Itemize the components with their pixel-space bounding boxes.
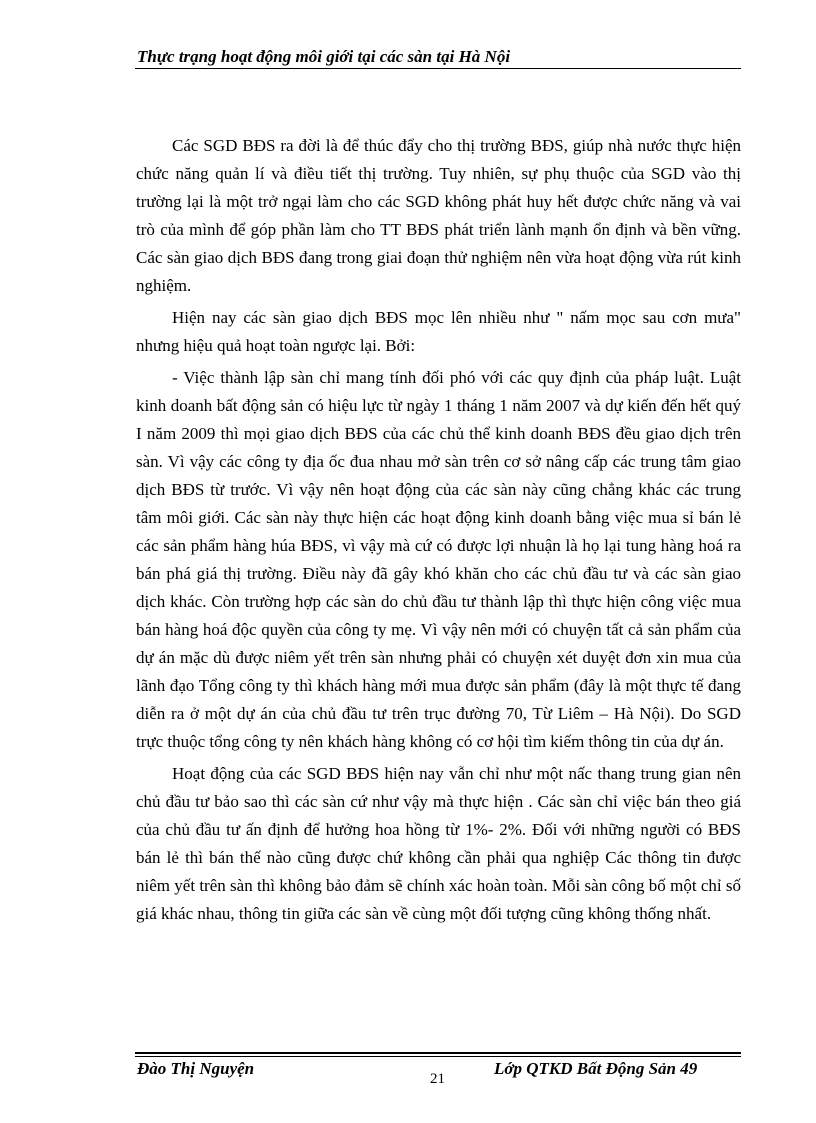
- header-divider: [135, 68, 741, 69]
- body-text: [136, 132, 741, 932]
- footer-divider-thin: [135, 1056, 741, 1057]
- paragraph: Hoạt động của các SGD BĐS hiện nay vẫn chỉ như một nấc thang trung gian nên chủ đầu tư bảo sao thì các sàn cứ như vậy mà thực hiện . Các sàn chỉ việc bán theo giá của chủ đầu tư ấn định để hưởng hoa hồng từ 1%- 2%. Đối với những người có BĐS bán lẻ thì bán thế nào cũng được chứ không cần phải qua nghiệp Các thông tin được niêm yết trên sàn thì không bảo đảm sẽ chính xác hoàn toàn. Mỗi sàn công bố một chỉ số giá khác nhau, thông tin giữa các sàn về cùng một đối tượng cũng không thống nhất.: [136, 764, 741, 923]
- footer-class-name: Lớp QTKD Bất Động Sản 49: [494, 1059, 698, 1078]
- paragraph: - Việc thành lập sàn chỉ mang tính đối phó với các quy định của pháp luật. Luật kinh doanh bất động sản có hiệu lực từ ngày 1 tháng 1 năm 2007 và dự kiến đến hết quý I năm 2009 thì mọi giao dịch BĐS của các chủ thể kinh doanh BĐS đều giao dịch trên sàn. Vì vậy các công ty địa ốc đua nhau mở sàn trên cơ sở nâng cấp các trung tâm giao dịch BĐS từ trước. Vì vậy nên hoạt động của các sàn này cũng chẳng khác các trung tâm môi giới. Các sàn này thực hiện các hoạt động kinh doanh bằng việc mua sỉ bán lẻ các sản phẩm hàng húa BĐS, vì vậy mà cứ có được lợi nhuận là họ lại tung hàng hoá ra bán phá giá thị trường. Điều này đã gây khó khăn cho các chủ đầu tư và các sàn giao dịch khác. Còn trường hợp các sàn do chủ đầu tư thành lập thì thực hiện công việc mua bán hàng hoá độc quyền của công ty mẹ. Vì vậy nên mới có chuyện tất cả sản phẩm của dự án mặc dù được niêm yết trên sàn nhưng phải có chuyện xét duyệt đơn xin mua của lãnh đạo Tổng công ty thì khách hàng mới mua được sản phẩm (đây là một thực tế đang diễn ra ở một dự án của chủ đầu tư trên trục đường 70, Từ Liêm – Hà Nội). Do SGD trực thuộc tổng công ty nên khách hàng không có cơ hội tìm kiếm thông tin của dự án.: [136, 368, 741, 751]
- running-header-title: Thực trạng hoạt động môi giới tại các sàn tại Hà Nội: [137, 47, 511, 66]
- footer-author: Đào Thị Nguyện: [137, 1059, 255, 1078]
- page-number: 21: [430, 1071, 445, 1087]
- footer-divider: [135, 1052, 741, 1054]
- paragraph: Các SGD BĐS ra đời là để thúc đẩy cho thị trường BĐS, giúp nhà nước thực hiện chức năng quản lí và điều tiết thị trường. Tuy nhiên, sự phụ thuộc của SGD vào thị trường lại là một trở ngại làm cho các SGD không phát huy hết được chức năng và vai trò của mình để góp phần làm cho TT BĐS phát triển lành mạnh ổn định và bền vững. Các sàn giao dịch BĐS đang trong giai đoạn thử nghiệm nên vừa hoạt động vừa rút kinh nghiệm.: [136, 136, 741, 295]
- paragraph: Hiện nay các sàn giao dịch BĐS mọc lên nhiều như " nấm mọc sau cơn mưa" nhưng hiệu quả hoạt toàn ngược lại. Bởi:: [136, 308, 741, 355]
